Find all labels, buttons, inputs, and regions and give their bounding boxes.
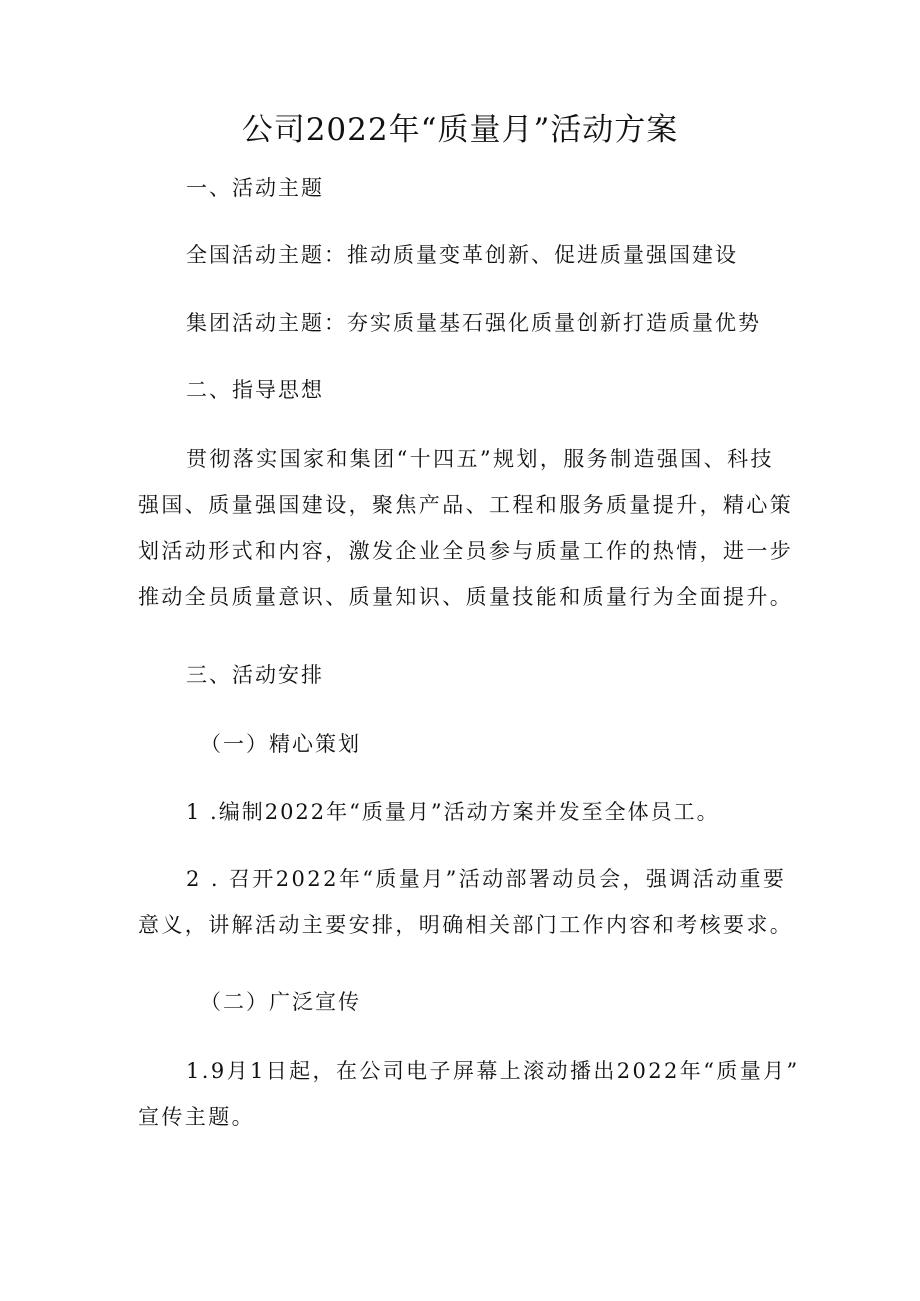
paragraph-line: 强国、质量强国建设，聚焦产品、工程和服务质量提升，精心策: [138, 493, 794, 517]
item-1: 1 .编制2022年“质量月”活动方案并发至全体员工。: [186, 800, 720, 824]
item-2-paragraph: [138, 864, 798, 956]
paragraph-line: 贯彻落实国家和集团“十四五”规划，服务制造强国、科技: [186, 447, 774, 471]
paragraph-line: 意义，讲解活动主要安排，明确相关部门工作内容和考核要求。: [138, 913, 794, 937]
paragraph-line: 宣传主题。: [138, 1105, 255, 1129]
subheading-planning: （一）精心策划: [200, 732, 361, 756]
subheading-publicity: （二）广泛宣传: [200, 990, 361, 1014]
document-title: 公司2022年“质量月”活动方案: [241, 112, 679, 148]
item-3-paragraph: [138, 1056, 798, 1148]
section-heading-3: 三、活动安排: [186, 663, 324, 687]
section-heading-2: 二、指导思想: [186, 378, 324, 402]
paragraph-line: 划活动形式和内容，激发企业全员参与质量工作的热情，进一步: [138, 539, 794, 563]
national-theme: 全国活动主题：推动质量变革创新、促进质量强国建设: [186, 243, 738, 267]
paragraph-line: 1.9月1日起，在公司电子屏幕上滚动播出2022年“质量月”: [186, 1059, 800, 1083]
group-theme: 集团活动主题：夯实质量基石强化质量创新打造质量优势: [186, 311, 761, 335]
section-heading-1: 一、活动主题: [186, 176, 324, 200]
paragraph-line: 推动全员质量意识、质量知识、质量技能和质量行为全面提升。: [138, 585, 794, 609]
paragraph-line: 2 . 召开2022年“质量月”活动部署动员会，强调活动重要: [186, 867, 787, 891]
guiding-ideology-paragraph: [138, 444, 798, 628]
